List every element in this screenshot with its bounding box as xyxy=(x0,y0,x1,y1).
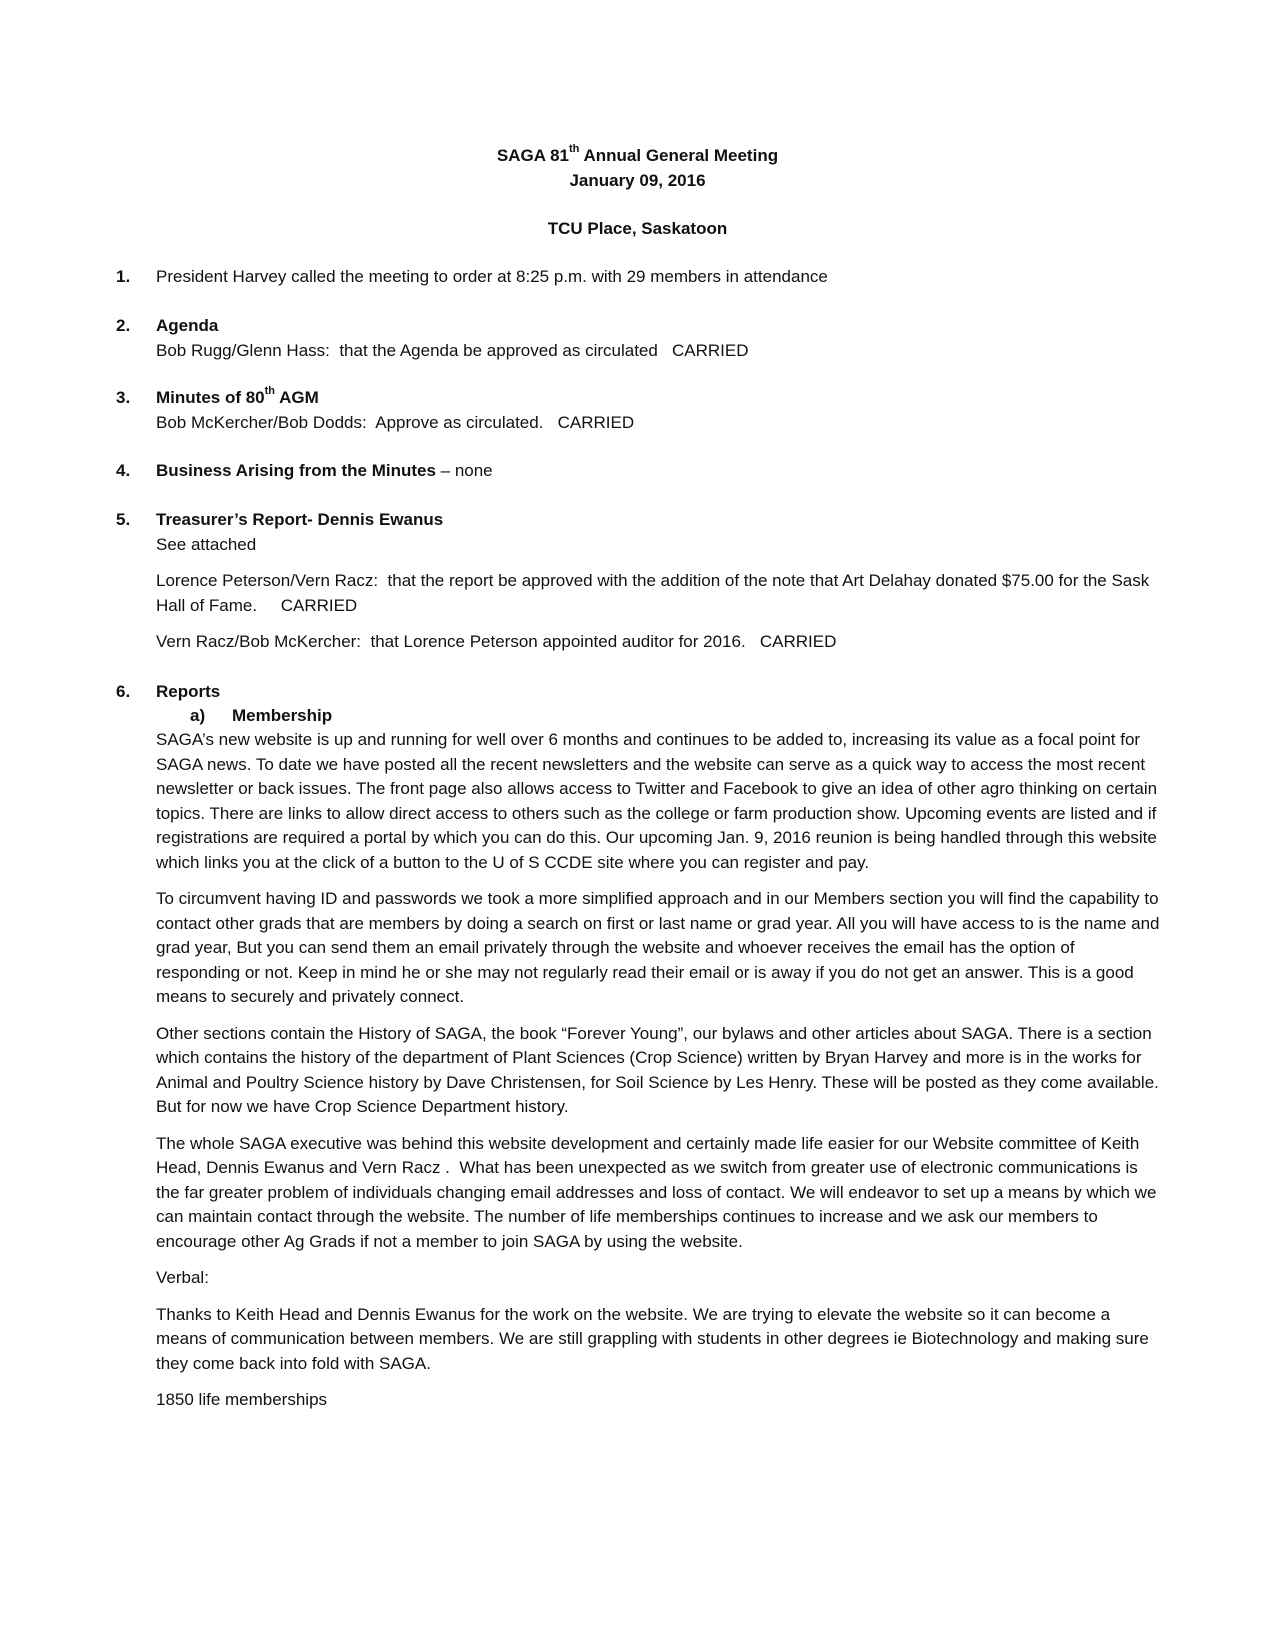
document-header xyxy=(0,144,1275,193)
item-motion: Bob Rugg/Glenn Hass: that the Agenda be approved as circulated CARRIED xyxy=(156,340,749,360)
membership-report xyxy=(156,728,1161,1413)
meeting-date: January 09, 2016 xyxy=(569,170,706,190)
treasurer-motion-2: Vern Racz/Bob McKercher: that Lorence Peterson appointed auditor for 2016. CARRIED xyxy=(156,632,837,651)
item-text: – none xyxy=(435,461,493,480)
meeting-location: TCU Place, Saskatoon xyxy=(547,219,728,238)
membership-paragraph-3: Other sections contain the History of SAGA, the book “Forever Young”, our bylaws and other articles about SAGA. There is a section which contains the history of the department of Plant Sciences (Crop Science) written by Bryan Harvey and more is in the works for Animal and Poultry Science history by Dave Christensen, for Soil Science by Les Henry. These will be posted as they come available. But for now we have Crop Science Department history. xyxy=(156,1023,1159,1116)
item-heading: Treasurer’s Report- Dennis Ewanus xyxy=(156,510,444,529)
membership-paragraph-2: To circumvent having ID and passwords we took a more simplified approach and in our Members section you will find the capability to contact other grads that are members by doing a search on first or last name or grad year. All you will have access to is the name and grad year, But you can send them an email privately through the website and whoever receives the email has the option of responding or not. Keep in mind he or she may not regularly read their email or is away if you do not get an answer. This is a good means to securely and privately connect. xyxy=(156,889,1160,1006)
item-heading: Minutes of 80th AGM xyxy=(156,385,319,407)
membership-paragraph-1: SAGA’s new website is up and running for well over 6 months and continues to be added to, increasing its value as a focal point for SAGA news. To date we have posted all the recent newsletters and the website can serve as a quick way to access the most recent newsletter or back issues. The front page also allows access to Twitter and Facebook to give an idea of other agro thinking on certain topics. There are links to allow direct access to others such as the college or farm production show. Upcoming events are listed and if registrations are required a portal by which you can do this. Our upcoming Jan. 9, 2016 reunion is being handled through this website which links you at the click of a button to the U of S CCDE site where you can register and pay. xyxy=(156,730,1158,872)
item-motion: Bob McKercher/Bob Dodds: Approve as circulated. CARRIED xyxy=(156,412,635,432)
membership-paragraph-4: The whole SAGA executive was behind this website development and certainly made life easier for our Website committee of Keith Head, Dennis Ewanus and Vern Racz . What has been unexpected as we switch from greater use of electronic communications is the far greater problem of individuals changing email addresses and loss of contact. We will endeavor to set up a means by which we can maintain contact through the website. The number of life memberships continues to increase and we ask our members to encourage other Ag Grads if not a member to join SAGA by using the website. xyxy=(156,1133,1162,1251)
verbal-label: Verbal: xyxy=(156,1268,209,1287)
item-text: See attached xyxy=(156,534,257,554)
document-page: SAGA 81th Annual General Meeting January 09, 2016 TCU Place, Saskatoon 1. President Harvey called the meeting to order at 8:25 p.m. with 29 members in attendance 2. Agenda Bob Rugg/Glenn Hass: that the Agenda be approved as circulated CARRIED 3. Minutes of 80th AGM Bob McKercher/Bob Dodds: Approve as circulated. CARRIED 4. Business Arising from the Minutes – none 5. Treasurer’s Report- Dennis Ewanus See attached Lorence Peterson/Vern Racz: that the report be approved with the addition of the note that Art Delahay donated $75.00 for the Sask Hall of Fame. CARRIED Vern Racz/Bob McKercher: that Lorence Peterson appointed auditor for 2016. CARRIED 6. Reports a) Membership SAGA’s new website is up and running for well over 6 months and continues to be added to, increasing its value as a focal point for SAGA news. To date we have posted all the recent newsletters and the website can serve as a quick way to access the most recent newsletter or back issues. The front page also allows access to Twitter and Facebook to give an idea of other agro thinking on certain topics. There are links to allow direct access to others such as the college or farm production show. Upcoming events are listed and if registrations are required a portal by which you can do this. Our upcoming Jan. 9, 2016 reunion is being handled through this website which links you at the click of a button to the U of S CCDE site where you can register and pay. To circumvent having ID and passwords we took a more simplified approach and in our Members section you will find the capability to contact other grads that are members by doing a search on first or last name or grad year. All you will have access to is the name and grad year, But you can send them an email privately through the website and whoever receives the email has the option of responding or not. Keep in mind he or she may not regularly read their email or is away if you do not get an answer. This is a good means to securely and privately connect. Other sections contain the History of SAGA, the book “Forever Young”, our bylaws and other articles about SAGA. There is a section which contains the history of the department of Plant Sciences (Crop Science) written by Bryan Harvey and more is in the works for Animal and Poultry Science history by Dave Christensen, for Soil Science by Les Henry. These will be posted as they come available. But for now we have Crop Science Department history. The whole SAGA executive was behind this website development and certainly made life easier for our Website committee of Keith Head, Dennis Ewanus and Vern Racz . What has been unexpected as we switch from greater use of electronic communications is the far greater problem of individuals changing email addresses and loss of contact. We will endeavor to set up a means by which we can maintain contact through the website. The number of life memberships continues to increase and we ask our members to encourage other Ag Grads if not a member to join SAGA by using the website. Verbal: Thanks to Keith Head and Dennis Ewanus for the work on the website. We are trying to elevate the website so it can become a means of communication between members. We are still grappling with students in other degrees ie Biotechnology and making sure they come back into fold with SAGA. 1850 life memberships xyxy=(0,0,1275,1650)
item-heading: Agenda xyxy=(156,316,219,335)
treasurer-motion-1: Lorence Peterson/Vern Racz: that the report be approved with the addition of the note that Art Delahay donated $75.00 for the Sask Hall of Fame. CARRIED xyxy=(156,571,1154,615)
meeting-title: SAGA 81th Annual General Meeting xyxy=(496,143,779,165)
membership-subheading: a) Membership xyxy=(190,706,333,725)
verbal-paragraph: Thanks to Keith Head and Dennis Ewanus for the work on the website. We are trying to elevate the website so it can become a means of communication between members. We are still grappling with students in other degrees ie Biotechnology and making sure they come back into fold with SAGA. xyxy=(156,1304,1149,1373)
item-heading: Reports xyxy=(156,682,221,701)
item-heading: Business Arising from the Minutes xyxy=(156,461,436,480)
life-memberships-count: 1850 life memberships xyxy=(156,1390,328,1409)
